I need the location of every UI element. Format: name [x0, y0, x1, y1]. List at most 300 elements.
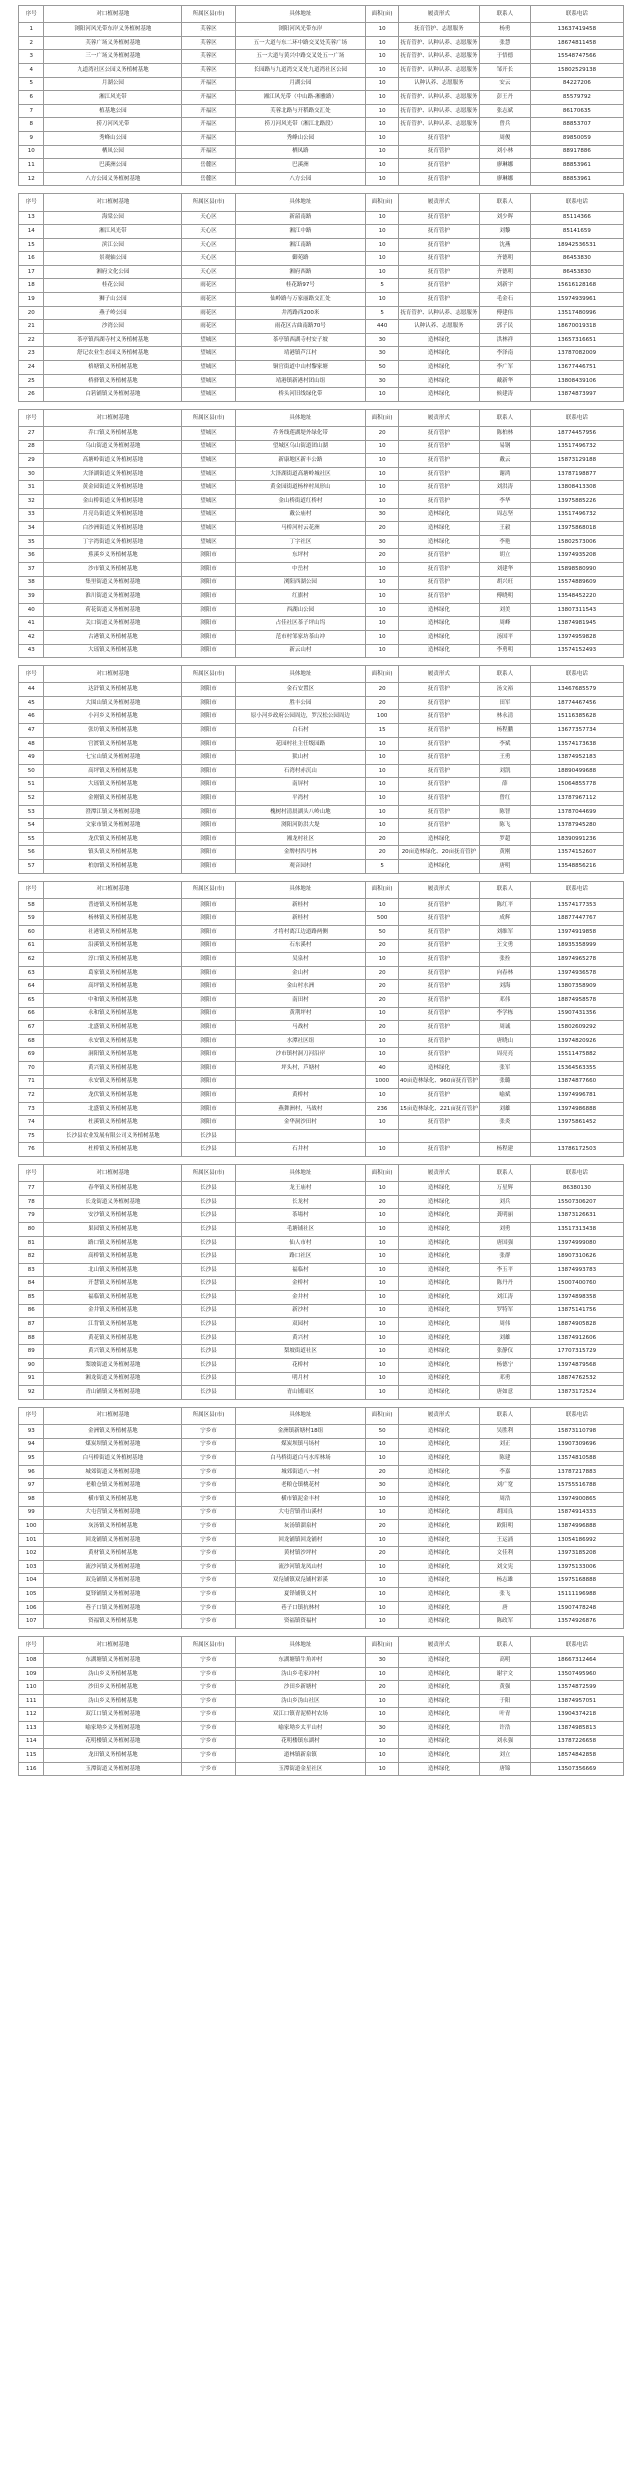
col-base-cell: 丁字湾街道义务植树基地 [44, 535, 182, 549]
col-base-cell: 白马桥街道义务植树基地 [44, 1452, 182, 1466]
col-phone-cell: 15616128168 [530, 279, 623, 293]
col-district-cell: 浏阳市 [182, 925, 235, 939]
col-area-cell: 10 [366, 1345, 399, 1359]
col-base-cell: 龙田镇义务植树基地 [44, 1749, 182, 1763]
col-index-cell: 52 [19, 792, 44, 806]
col-base-cell: 金山桥街道义务植树基地 [44, 494, 182, 508]
col-index-cell: 10 [19, 145, 44, 159]
col-address-cell: 石东溪村 [235, 939, 366, 953]
col-index-cell: 8 [19, 118, 44, 132]
col-address-cell: 八方公园 [235, 172, 366, 186]
col-address-cell [235, 1075, 366, 1089]
header-col-index: 序号 [19, 666, 44, 683]
col-contact-cell: 陈政军 [479, 1615, 530, 1629]
col-area-cell: 10 [366, 1601, 399, 1615]
col-base-cell: 永安镇义务植树基地 [44, 1075, 182, 1089]
col-base-cell: 北山镇义务植树基地 [44, 1263, 182, 1277]
col-duty-cell: 造林绿化 [398, 1615, 479, 1629]
col-base-cell: 关口街道义务植树基地 [44, 617, 182, 631]
col-base-cell: 长沙县农业发展有限公司义务植树基地 [44, 1129, 182, 1143]
col-phone-cell: 15802609292 [530, 1021, 623, 1035]
col-contact-cell: 黄强 [479, 1681, 530, 1695]
col-contact-cell: 廖琳娜 [479, 159, 530, 173]
col-base-cell: 淮川街道义务植树基地 [44, 590, 182, 604]
header-col-phone: 联系电话 [530, 1165, 623, 1182]
col-base-cell: 镇头镇义务植树基地 [44, 846, 182, 860]
col-contact-cell: 唐国强 [479, 1236, 530, 1250]
col-address-cell: 雨花区古曲南路70号 [235, 320, 366, 334]
col-district-cell: 雨花区 [182, 279, 235, 293]
col-contact-cell: 洪林祥 [479, 333, 530, 347]
col-district-cell: 浏阳市 [182, 1116, 235, 1130]
col-phone-cell: 13507495960 [530, 1667, 623, 1681]
header-col-district: 所属区县(市) [182, 666, 235, 683]
col-phone-cell: 13787226658 [530, 1735, 623, 1749]
col-address-cell: 城郊街道八一村 [235, 1465, 366, 1479]
col-contact-cell: 李艳 [479, 535, 530, 549]
col-base-cell: 乔口镇义务植树基地 [44, 427, 182, 441]
header-col-phone: 联系电话 [530, 194, 623, 211]
col-duty-cell: 抚育管护 [398, 696, 479, 710]
col-base-cell: 集里街道义务植树基地 [44, 576, 182, 590]
col-address-cell: 煤炭坝镇马场村 [235, 1438, 366, 1452]
col-area-cell: 10 [366, 590, 399, 604]
col-index-cell: 41 [19, 617, 44, 631]
col-phone-cell: 13874952183 [530, 751, 623, 765]
col-district-cell: 浏阳市 [182, 1007, 235, 1021]
col-phone-cell: 13973185208 [530, 1547, 623, 1561]
col-contact-cell: 文佳利 [479, 1547, 530, 1561]
header-col-phone: 联系电话 [530, 1407, 623, 1424]
col-contact-cell: 刘立 [479, 1749, 530, 1763]
col-base-cell: 梨坡街道义务植树基地 [44, 1358, 182, 1372]
col-area-cell: 40 [366, 1061, 399, 1075]
col-district-cell: 宁乡市 [182, 1547, 235, 1561]
col-base-cell: 青山铺镇义务植树基地 [44, 1386, 182, 1400]
col-duty-cell: 抚育管护 [398, 427, 479, 441]
col-duty-cell: 抚育管护 [398, 562, 479, 576]
col-phone-cell: 13548856216 [530, 860, 623, 874]
gap-cell [19, 401, 624, 409]
header-col-area: 面积(亩) [366, 1407, 399, 1424]
col-phone-cell: 13787082009 [530, 347, 623, 361]
col-base-cell: 黄金园街道义务植树基地 [44, 481, 182, 495]
col-area-cell: 10 [366, 63, 399, 77]
col-phone-cell: 13874996888 [530, 1520, 623, 1534]
table-row [19, 361, 624, 375]
col-district-cell: 岳麓区 [182, 172, 235, 186]
col-district-cell: 岳麓区 [182, 159, 235, 173]
table-row [19, 104, 624, 118]
col-address-cell: 道林镇新泉镇 [235, 1749, 366, 1763]
header-col-base: 对口植树基地 [44, 881, 182, 898]
col-area-cell: 500 [366, 912, 399, 926]
col-phone-cell: 15907478248 [530, 1601, 623, 1615]
col-area-cell: 50 [366, 1424, 399, 1438]
table-row [19, 1304, 624, 1318]
col-base-cell: 龙伏镇义务植树基地 [44, 1089, 182, 1103]
col-area-cell: 10 [366, 1452, 399, 1466]
col-index-cell: 82 [19, 1250, 44, 1264]
col-duty-cell: 造林绿化 [398, 1506, 479, 1520]
col-duty-cell: 造林绿化 [398, 1574, 479, 1588]
col-index-cell: 63 [19, 966, 44, 980]
header-col-area: 面积(亩) [366, 6, 399, 23]
col-district-cell: 浏阳市 [182, 617, 235, 631]
col-district-cell: 长沙县 [182, 1277, 235, 1291]
col-district-cell: 长沙县 [182, 1304, 235, 1318]
col-duty-cell: 抚育管护 [398, 805, 479, 819]
col-contact-cell: 周志坚 [479, 508, 530, 522]
header-col-area: 面积(亩) [366, 1165, 399, 1182]
col-index-cell: 38 [19, 576, 44, 590]
col-district-cell: 浏阳市 [182, 562, 235, 576]
table-row [19, 1195, 624, 1209]
col-address-cell: 金井村 [235, 1291, 366, 1305]
col-phone-cell: 18974965278 [530, 953, 623, 967]
col-area-cell: 10 [366, 172, 399, 186]
col-contact-cell: 张军 [479, 1061, 530, 1075]
col-duty-cell: 抚育管护 [398, 1034, 479, 1048]
col-phone-cell: 15548747566 [530, 50, 623, 64]
col-district-cell: 宁乡市 [182, 1424, 235, 1438]
col-phone-cell: 13907309696 [530, 1438, 623, 1452]
col-area-cell: 20 [366, 1681, 399, 1695]
header-col-base: 对口植树基地 [44, 1407, 182, 1424]
col-base-cell: 金井镇义务植树基地 [44, 1304, 182, 1318]
col-base-cell: 舒记农业生态园义务植树基地 [44, 347, 182, 361]
table-row [19, 320, 624, 334]
col-phone-cell: 13807358909 [530, 980, 623, 994]
header-col-district: 所属区县(市) [182, 194, 235, 211]
col-base-cell: 八方公园义务植树基地 [44, 172, 182, 186]
col-contact-cell: 万星辉 [479, 1182, 530, 1196]
col-contact-cell: 罗特军 [479, 1304, 530, 1318]
col-duty-cell: 抚育管护 [398, 494, 479, 508]
col-address-cell: 仙人市村 [235, 1236, 366, 1250]
col-district-cell: 望城区 [182, 388, 235, 402]
col-phone-cell: 13657316651 [530, 333, 623, 347]
col-address-cell: 白石村 [235, 724, 366, 738]
col-district-cell: 浏阳市 [182, 590, 235, 604]
col-district-cell: 长沙县 [182, 1209, 235, 1223]
col-duty-cell: 造林绿化 [398, 1182, 479, 1196]
col-area-cell: 10 [366, 211, 399, 225]
col-area-cell: 10 [366, 36, 399, 50]
col-area-cell: 10 [366, 1708, 399, 1722]
col-index-cell: 30 [19, 467, 44, 481]
col-duty-cell: 抚育管护 [398, 440, 479, 454]
col-phone-cell: 15116385628 [530, 710, 623, 724]
table-row [19, 172, 624, 186]
block-gap [19, 873, 624, 881]
col-address-cell: 夏铎铺镇义村 [235, 1588, 366, 1602]
table-row [19, 562, 624, 576]
header-col-base: 对口植树基地 [44, 666, 182, 683]
col-district-cell: 浏阳市 [182, 912, 235, 926]
col-district-cell: 宁乡市 [182, 1492, 235, 1506]
col-address-cell: 玉潭街道金星社区 [235, 1762, 366, 1776]
col-area-cell: 20 [366, 980, 399, 994]
table-row [19, 683, 624, 697]
header-col-district: 所属区县(市) [182, 1636, 235, 1653]
col-area-cell: 20 [366, 966, 399, 980]
col-contact-cell: 周亮亮 [479, 1048, 530, 1062]
col-contact-cell: 杨德宁 [479, 1358, 530, 1372]
col-index-cell: 7 [19, 104, 44, 118]
col-duty-cell: 抚育管护 [398, 549, 479, 563]
col-district-cell: 浏阳市 [182, 1048, 235, 1062]
col-address-cell: 东湖塘镇牛角冲村 [235, 1654, 366, 1668]
table-row [19, 265, 624, 279]
col-contact-cell: 毛金石 [479, 293, 530, 307]
col-phone-cell: 13548452220 [530, 590, 623, 604]
col-phone-cell [530, 1129, 623, 1143]
col-address-cell: 金山村水洲 [235, 980, 366, 994]
col-area-cell: 20 [366, 993, 399, 1007]
col-address-cell: 浏阳西湖公园 [235, 576, 366, 590]
col-index-cell: 16 [19, 252, 44, 266]
block-gap [19, 1628, 624, 1636]
col-district-cell: 浏阳市 [182, 737, 235, 751]
col-base-cell: 白沙洲街道义务植树基地 [44, 522, 182, 536]
col-contact-cell: 杨勇 [479, 23, 530, 37]
col-contact-cell: 谢鸿 [479, 467, 530, 481]
table-row [19, 792, 624, 806]
header-col-contact: 联系人 [479, 1165, 530, 1182]
col-contact-cell: 唐如意 [479, 1386, 530, 1400]
col-base-cell: 茶亭镇西湖寺村义务植树基地 [44, 333, 182, 347]
col-duty-cell: 造林绿化 [398, 535, 479, 549]
col-area-cell: 10 [366, 576, 399, 590]
col-phone-cell: 13875141756 [530, 1304, 623, 1318]
col-duty-cell: 抚育管护 [398, 737, 479, 751]
col-duty-cell: 抚育管护、认种认养、志愿服务 [398, 91, 479, 105]
col-duty-cell: 造林绿化 [398, 508, 479, 522]
col-index-cell: 110 [19, 1681, 44, 1695]
col-contact-cell: 唐锦 [479, 1762, 530, 1776]
header-col-phone: 联系电话 [530, 1636, 623, 1653]
col-base-cell: 秀峰山公园 [44, 131, 182, 145]
table-row [19, 1424, 624, 1438]
col-index-cell: 69 [19, 1048, 44, 1062]
col-duty-cell: 造林绿化 [398, 1465, 479, 1479]
col-duty-cell: 造林绿化 [398, 1722, 479, 1736]
col-base-cell: 蕉溪乡义务植树基地 [44, 549, 182, 563]
col-phone-cell: 15755516788 [530, 1479, 623, 1493]
col-contact-cell: 王勇 [479, 751, 530, 765]
col-base-cell: 大屯营镇义务植树基地 [44, 1506, 182, 1520]
table-row [19, 1209, 624, 1223]
col-base-cell: 杜溪镇义务植树基地 [44, 1116, 182, 1130]
col-phone-cell: 89850059 [530, 131, 623, 145]
col-duty-cell: 抚育管护 [398, 1089, 479, 1103]
col-duty-cell: 20亩造林绿化、20亩抚育管护 [398, 846, 479, 860]
col-district-cell: 浏阳市 [182, 696, 235, 710]
col-base-cell: 夏铎铺镇义务植树基地 [44, 1588, 182, 1602]
table-row [19, 724, 624, 738]
col-district-cell: 浏阳市 [182, 953, 235, 967]
header-col-area: 面积(亩) [366, 666, 399, 683]
col-area-cell: 10 [366, 481, 399, 495]
col-area-cell: 10 [366, 1223, 399, 1237]
col-address-cell: 金石安置区 [235, 683, 366, 697]
table-row [19, 374, 624, 388]
col-phone-cell: 18890499688 [530, 764, 623, 778]
col-address-cell: 乔务线莲湖堤外绿化带 [235, 427, 366, 441]
col-duty-cell: 造林绿化 [398, 1533, 479, 1547]
col-district-cell: 宁乡市 [182, 1615, 235, 1629]
col-duty-cell: 造林绿化 [398, 347, 479, 361]
col-address-cell: 红旗村 [235, 590, 366, 604]
col-address-cell: 槐树村清晨湖头八岭山地 [235, 805, 366, 819]
col-phone-cell: 18935358999 [530, 939, 623, 953]
table-row [19, 494, 624, 508]
table-row [19, 279, 624, 293]
col-area-cell: 10 [366, 630, 399, 644]
col-address-cell: 金牌村四号林 [235, 846, 366, 860]
col-base-cell: 玉潭街道义务植树基地 [44, 1762, 182, 1776]
col-index-cell: 70 [19, 1061, 44, 1075]
col-area-cell: 10 [366, 1372, 399, 1386]
col-area-cell: 10 [366, 1588, 399, 1602]
col-area-cell: 30 [366, 1722, 399, 1736]
col-duty-cell: 40亩造林绿化、960亩抚育管护 [398, 1075, 479, 1089]
col-contact-cell: 张志斌 [479, 104, 530, 118]
col-phone-cell: 18774457956 [530, 427, 623, 441]
table-row [19, 993, 624, 1007]
table-row [19, 1007, 624, 1021]
col-base-cell: 沿溪镇义务植树基地 [44, 939, 182, 953]
col-address-cell: 新桂村 [235, 912, 366, 926]
col-district-cell: 望城区 [182, 333, 235, 347]
col-duty-cell: 造林绿化 [398, 1331, 479, 1345]
col-area-cell: 10 [366, 898, 399, 912]
gap-cell [19, 1628, 624, 1636]
col-area-cell: 50 [366, 925, 399, 939]
col-contact-cell: 周伟 [479, 1318, 530, 1332]
col-contact-cell: 张炎 [479, 1116, 530, 1130]
col-base-cell: 格塘镇义务植树基地 [44, 361, 182, 375]
col-contact-cell: 廖琳娜 [479, 172, 530, 186]
col-address-cell: 栖凤路 [235, 145, 366, 159]
header-row [19, 409, 624, 426]
col-phone-cell: 13467685579 [530, 683, 623, 697]
col-area-cell: 10 [366, 1007, 399, 1021]
header-col-duty: 履责形式 [398, 409, 479, 426]
table-row [19, 696, 624, 710]
table-row [19, 1560, 624, 1574]
col-area-cell: 10 [366, 1034, 399, 1048]
block-gap [19, 658, 624, 666]
col-index-cell: 32 [19, 494, 44, 508]
col-district-cell: 浏阳市 [182, 898, 235, 912]
col-phone-cell: 13786172503 [530, 1143, 623, 1157]
col-base-cell: 安沙镇义务植树基地 [44, 1209, 182, 1223]
table-row [19, 36, 624, 50]
header-col-phone: 联系电话 [530, 409, 623, 426]
col-index-cell: 53 [19, 805, 44, 819]
table-row [19, 1708, 624, 1722]
col-district-cell: 浏阳市 [182, 576, 235, 590]
header-col-address: 具体地址 [235, 194, 366, 211]
col-district-cell: 长沙县 [182, 1250, 235, 1264]
header-col-index: 序号 [19, 194, 44, 211]
col-phone-cell: 13874877660 [530, 1075, 623, 1089]
col-index-cell: 92 [19, 1386, 44, 1400]
col-address-cell: 湘江中路 [235, 225, 366, 239]
col-phone-cell: 13874957051 [530, 1694, 623, 1708]
col-base-cell: 龙伏镇义务植树基地 [44, 832, 182, 846]
col-district-cell: 宁乡市 [182, 1506, 235, 1520]
col-district-cell: 浏阳市 [182, 603, 235, 617]
table-row [19, 590, 624, 604]
col-district-cell: 浏阳市 [182, 630, 235, 644]
col-phone-cell: 15873129188 [530, 454, 623, 468]
col-phone-cell: 88853961 [530, 172, 623, 186]
col-area-cell: 10 [366, 23, 399, 37]
col-base-cell: 金洲镇义务植树基地 [44, 1424, 182, 1438]
col-area-cell: 10 [366, 1304, 399, 1318]
col-phone-cell: 13517313438 [530, 1223, 623, 1237]
col-index-cell: 77 [19, 1182, 44, 1196]
col-contact-cell: 李泽南 [479, 347, 530, 361]
col-address-cell: 金华洞沙田村 [235, 1116, 366, 1130]
col-duty-cell: 造林绿化 [398, 1520, 479, 1534]
col-district-cell: 浏阳市 [182, 683, 235, 697]
col-duty-cell: 抚育管护 [398, 481, 479, 495]
col-base-cell: 桥驿镇义务植树基地 [44, 374, 182, 388]
col-phone-cell: 86380130 [530, 1182, 623, 1196]
gap-cell [19, 186, 624, 194]
col-address-cell: 吴泉村 [235, 953, 366, 967]
col-duty-cell: 抚育管护 [398, 576, 479, 590]
col-address-cell: 平湾村 [235, 792, 366, 806]
col-phone-cell: 85141659 [530, 225, 623, 239]
col-district-cell: 浏阳市 [182, 1061, 235, 1075]
col-phone-cell: 13677446751 [530, 361, 623, 375]
col-address-cell: 沩山乡沩山社区 [235, 1694, 366, 1708]
col-phone-cell: 85579792 [530, 91, 623, 105]
col-address-cell: 白马桥街道白马水库林场 [235, 1452, 366, 1466]
table-row [19, 710, 624, 724]
col-base-cell: 狮子山公园 [44, 293, 182, 307]
col-area-cell: 10 [366, 1143, 399, 1157]
table-row [19, 1438, 624, 1452]
block-gap [19, 1399, 624, 1407]
table-row [19, 1236, 624, 1250]
col-duty-cell: 抚育管护 [398, 1007, 479, 1021]
col-index-cell: 57 [19, 860, 44, 874]
col-index-cell: 65 [19, 993, 44, 1007]
col-base-cell: 沩山乡义务植树基地 [44, 1667, 182, 1681]
col-index-cell: 83 [19, 1263, 44, 1277]
col-base-cell: 高坪镇义务植树基地 [44, 980, 182, 994]
col-contact-cell: 王文勇 [479, 939, 530, 953]
col-duty-cell: 抚育管护 [398, 252, 479, 266]
col-index-cell: 85 [19, 1291, 44, 1305]
col-address-cell [235, 1129, 366, 1143]
col-contact-cell: 张静仪 [479, 1345, 530, 1359]
col-index-cell: 96 [19, 1465, 44, 1479]
table-row [19, 1372, 624, 1386]
col-duty-cell: 造林绿化 [398, 1263, 479, 1277]
col-index-cell: 68 [19, 1034, 44, 1048]
col-base-cell: 北盛镇义务植树基地 [44, 1102, 182, 1116]
col-base-cell: 白箬铺镇义务植树基地 [44, 388, 182, 402]
table-row [19, 1667, 624, 1681]
header-col-address: 具体地址 [235, 1407, 366, 1424]
